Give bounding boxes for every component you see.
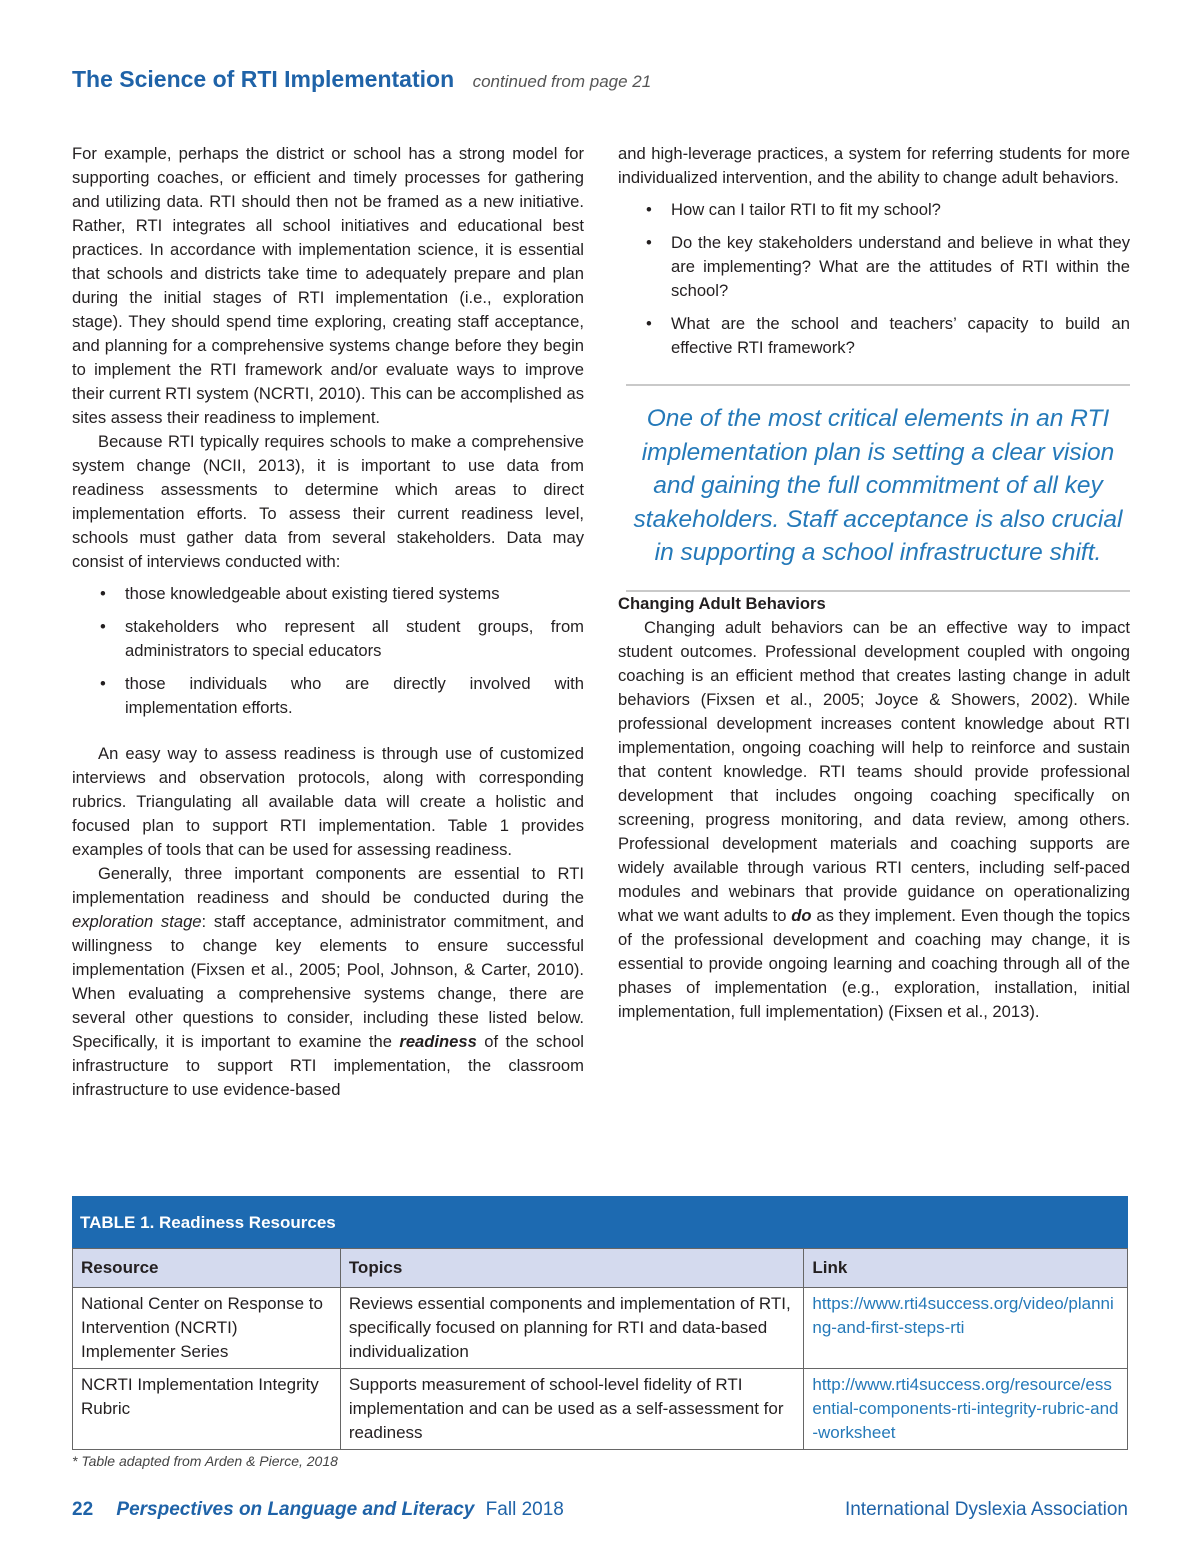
page-footer: [72, 1499, 1128, 1521]
running-header: [72, 66, 651, 93]
table-row: [73, 1369, 1128, 1450]
article-title: The Science of RTI Implementation: [72, 66, 455, 92]
bullet-icon: •: [646, 314, 652, 333]
section-heading: Changing Adult Behaviors: [618, 593, 826, 613]
table-header-row: [73, 1249, 1128, 1288]
column-header-resource: Resource: [73, 1249, 341, 1288]
bullet-icon: •: [646, 200, 652, 219]
journal-name: Perspectives on Language and Literacy: [116, 1499, 475, 1520]
readiness-resources-table: [72, 1196, 1128, 1469]
bullet-icon: •: [646, 233, 652, 252]
paragraph: and high-leverage practices, a system for referring students for more individualized intervention, and the ability to change adult behaviors.: [618, 144, 1130, 187]
topics-cell: Reviews essential components and implementation of RTI, specifically focused on planning for RTI and data-based individualization: [340, 1288, 804, 1369]
bullet-icon: •: [100, 584, 106, 603]
resources-table: [72, 1248, 1128, 1450]
list-item: • What are the school and teachers’ capacity to build an effective RTI framework?: [646, 314, 1130, 357]
bullet-icon: •: [100, 617, 106, 636]
link-cell[interactable]: https://www.rti4success.org/video/planning-and-first-steps-rti: [804, 1288, 1128, 1369]
organization-name: International Dyslexia Association: [844, 1499, 1128, 1520]
list-item: • those knowledgeable about existing tiered systems: [72, 582, 584, 606]
table-title: TABLE 1. Readiness Resources: [72, 1196, 1128, 1248]
paragraph: Changing adult behaviors can be an effective way to impact student outcomes. Professional development coupled with ongoing coaching is an efficient method that creates lasting change in adult behaviors (Fixsen et al., 2005; Joyce & Showers, 2002). While professional development increases content knowledge about RTI implementation, ongoing coaching will help to reinforce and sustain that content knowledge. RTI teams should provide professional development that includes ongoing coaching specifically on screening, progress monitoring, and data review, among others. Professional development materials and coaching supports are widely available through various RTI centers, including self-paced modules and webinars that provide guidance on operationalizing what we want adults to do as they implement. Even though the topics of the professional development and coaching may change, it is essential to provide ongoing learning and coaching through all of the phases of implementation (e.g., exploration, installation, initial implementation, full implementation) (Fixsen et al., 2013).: [618, 617, 1131, 1021]
paragraph: For example, perhaps the district or school has a strong model for supporting coaches, or efficient and timely processes for gathering and utilizing data. RTI should then not be framed as a new initiative. Rather, RTI integrates all school initiatives and educational best practices. In accordance with implementation science, it is essential that schools and districts take time to adequately prepare and plan during the initial stages of RTI implementation (i.e., exploration stage). They should spend time exploring, creating staff acceptance, and planning for a comprehensive systems change before they begin to implement the RTI framework and/or evaluate ways to improve their current RTI system (NCRTI, 2010). This can be accomplished as sites assess their readiness to implement.: [72, 144, 584, 427]
column-header-link: Link: [804, 1249, 1128, 1288]
resource-cell: National Center on Response to Intervention (NCRTI) Implementer Series: [73, 1288, 341, 1369]
paragraph: An easy way to assess readiness is through use of customized interviews and observation protocols, along with corresponding rubrics. Triangulating all available data will create a holistic and focused plan to support RTI implementation. Table 1 provides examples of tools that can be used for assessing readiness.: [72, 744, 584, 859]
page-number: 22: [72, 1499, 94, 1520]
list-item: • those individuals who are directly involved with implementation efforts.: [100, 674, 584, 717]
issue-date: Fall 2018: [485, 1499, 564, 1520]
column-header-topics: Topics: [340, 1249, 804, 1288]
question-list: [618, 198, 1130, 360]
link-cell[interactable]: http://www.rti4success.org/resource/essential-components-rti-integrity-rubric-and-worksheet: [804, 1369, 1128, 1450]
pull-quote: One of the most critical elements in an RTI implementation plan is setting a clear vision and gaining the full commitment of all key stakeholders. Staff acceptance is also crucial in supporting a school infrastructure shift.: [626, 384, 1130, 592]
continued-note: continued from page 21: [472, 72, 652, 91]
topics-cell: Supports measurement of school-level fidelity of RTI implementation and can be used as a self-assessment for readiness: [340, 1369, 804, 1450]
table-footnote: * Table adapted from Arden & Pierce, 2018: [72, 1453, 338, 1469]
list-item: • Do the key stakeholders understand and believe in what they are implementing? What are the attitudes of RTI within the school?: [646, 233, 1130, 300]
bullet-icon: •: [100, 674, 106, 693]
paragraph: Generally, three important components are essential to RTI implementation readiness and should be conducted during the exploration stage: staff acceptance, administrator commitment, and willingness to change key elements to ensure successful implementation (Fixsen et al., 2005; Pool, Johnson, & Carter, 2010). When evaluating a comprehensive systems change, there are several other questions to consider, including these listed below. Specifically, it is important to examine the readiness of the school infrastructure to support RTI implementation, the classroom infrastructure to use evidence-based: [72, 864, 584, 1099]
bullet-list: [72, 582, 584, 720]
resource-cell: NCRTI Implementation Integrity Rubric: [73, 1369, 341, 1450]
table-row: [73, 1288, 1128, 1369]
paragraph: Because RTI typically requires schools to make a comprehensive system change (NCII, 2013), it is important to use data from readiness assessments to determine which areas to direct implementation efforts. To assess their current readiness level, schools must gather data from several stakeholders. Data may consist of interviews conducted with:: [72, 432, 584, 571]
left-column: [72, 142, 584, 1102]
list-item: • How can I tailor RTI to fit my school?: [618, 198, 1130, 222]
list-item: • stakeholders who represent all student groups, from administrators to special educators: [100, 617, 584, 660]
right-column: [618, 142, 1130, 1024]
